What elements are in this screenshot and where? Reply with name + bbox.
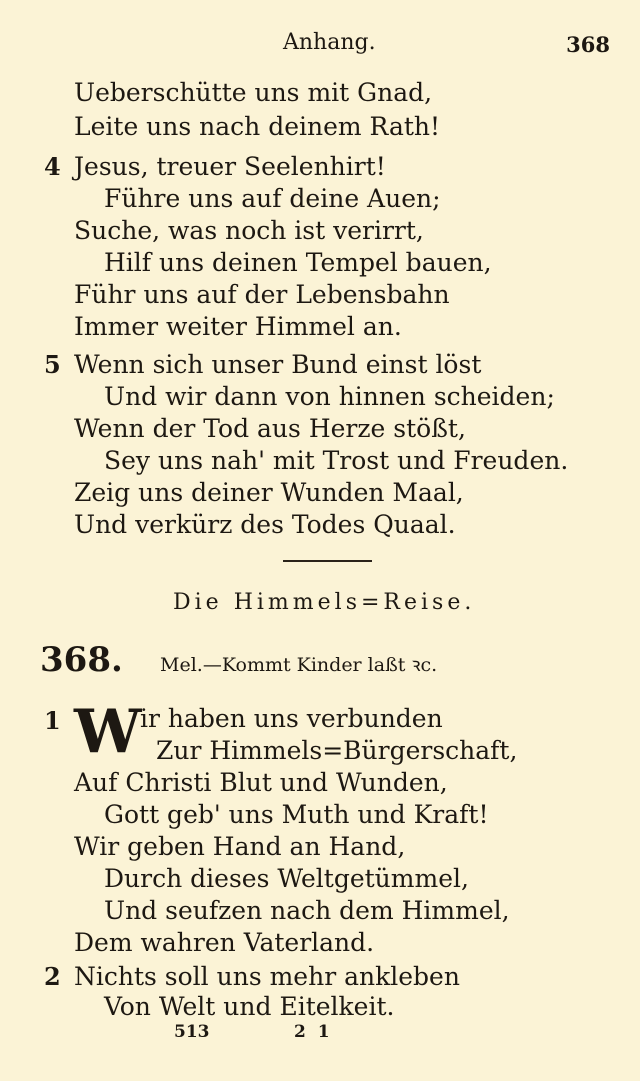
drop-capital: W — [74, 697, 142, 767]
melody-reference: Mel.—Kommt Kinder laßt ꝛc. — [160, 654, 438, 676]
verse-line: Durch dieses Weltgetümmel, — [104, 864, 469, 893]
verse-line: ir haben uns verbunden — [140, 704, 443, 733]
stanza-number: 5 — [44, 350, 61, 379]
page-index: 513 — [174, 1022, 210, 1042]
verse-line: Führe uns auf deine Auen; — [104, 184, 441, 213]
verse-line: Und verkürz des Todes Quaal. — [74, 510, 456, 539]
verse-line: Hilf uns deinen Tempel bauen, — [104, 248, 492, 277]
page-number: 368 — [566, 32, 610, 57]
verse-line: Von Welt und Eitelkeit. — [104, 992, 395, 1021]
section-title: Die Himmels=Reise. — [173, 590, 476, 615]
verse-line: Zeig uns deiner Wunden Maal, — [74, 478, 464, 507]
verse-line: Wenn sich unser Bund einst löst — [74, 350, 482, 379]
stanza-number: 1 — [44, 706, 61, 735]
verse-line: Wir geben Hand an Hand, — [74, 832, 406, 861]
verse-line: Ueberschütte uns mit Gnad, — [74, 78, 433, 107]
verse-line: Jesus, treuer Seelenhirt! — [74, 152, 386, 181]
hymn-number: 368. — [40, 640, 123, 680]
verse-line: Nichts soll uns mehr ankleben — [74, 962, 460, 991]
stanza-number: 4 — [44, 152, 61, 181]
verse-line: Leite uns nach deinem Rath! — [74, 112, 441, 141]
verse-line: Und wir dann von hinnen scheiden; — [104, 382, 555, 411]
section-divider — [283, 560, 372, 562]
stanza-number: 2 — [44, 962, 61, 991]
verse-line: Zur Himmels=Bürgerschaft, — [156, 736, 518, 765]
verse-line: Dem wahren Vaterland. — [74, 928, 375, 957]
verse-line: Und seufzen nach dem Himmel, — [104, 896, 510, 925]
verse-line: Führ uns auf der Lebensbahn — [74, 280, 450, 309]
verse-line: Gott geb' uns Muth und Kraft! — [104, 800, 489, 829]
verse-line: Wenn der Tod aus Herze stößt, — [74, 414, 466, 443]
running-head: Anhang. — [283, 30, 376, 55]
page-header — [0, 30, 640, 60]
verse-line: Sey uns nah' mit Trost und Freuden. — [104, 446, 569, 475]
verse-line: Suche, was noch ist verirrt, — [74, 216, 424, 245]
signature-mark: 2 1 — [294, 1022, 333, 1042]
verse-line: Auf Christi Blut und Wunden, — [74, 768, 448, 797]
verse-line: Immer weiter Himmel an. — [74, 312, 402, 341]
